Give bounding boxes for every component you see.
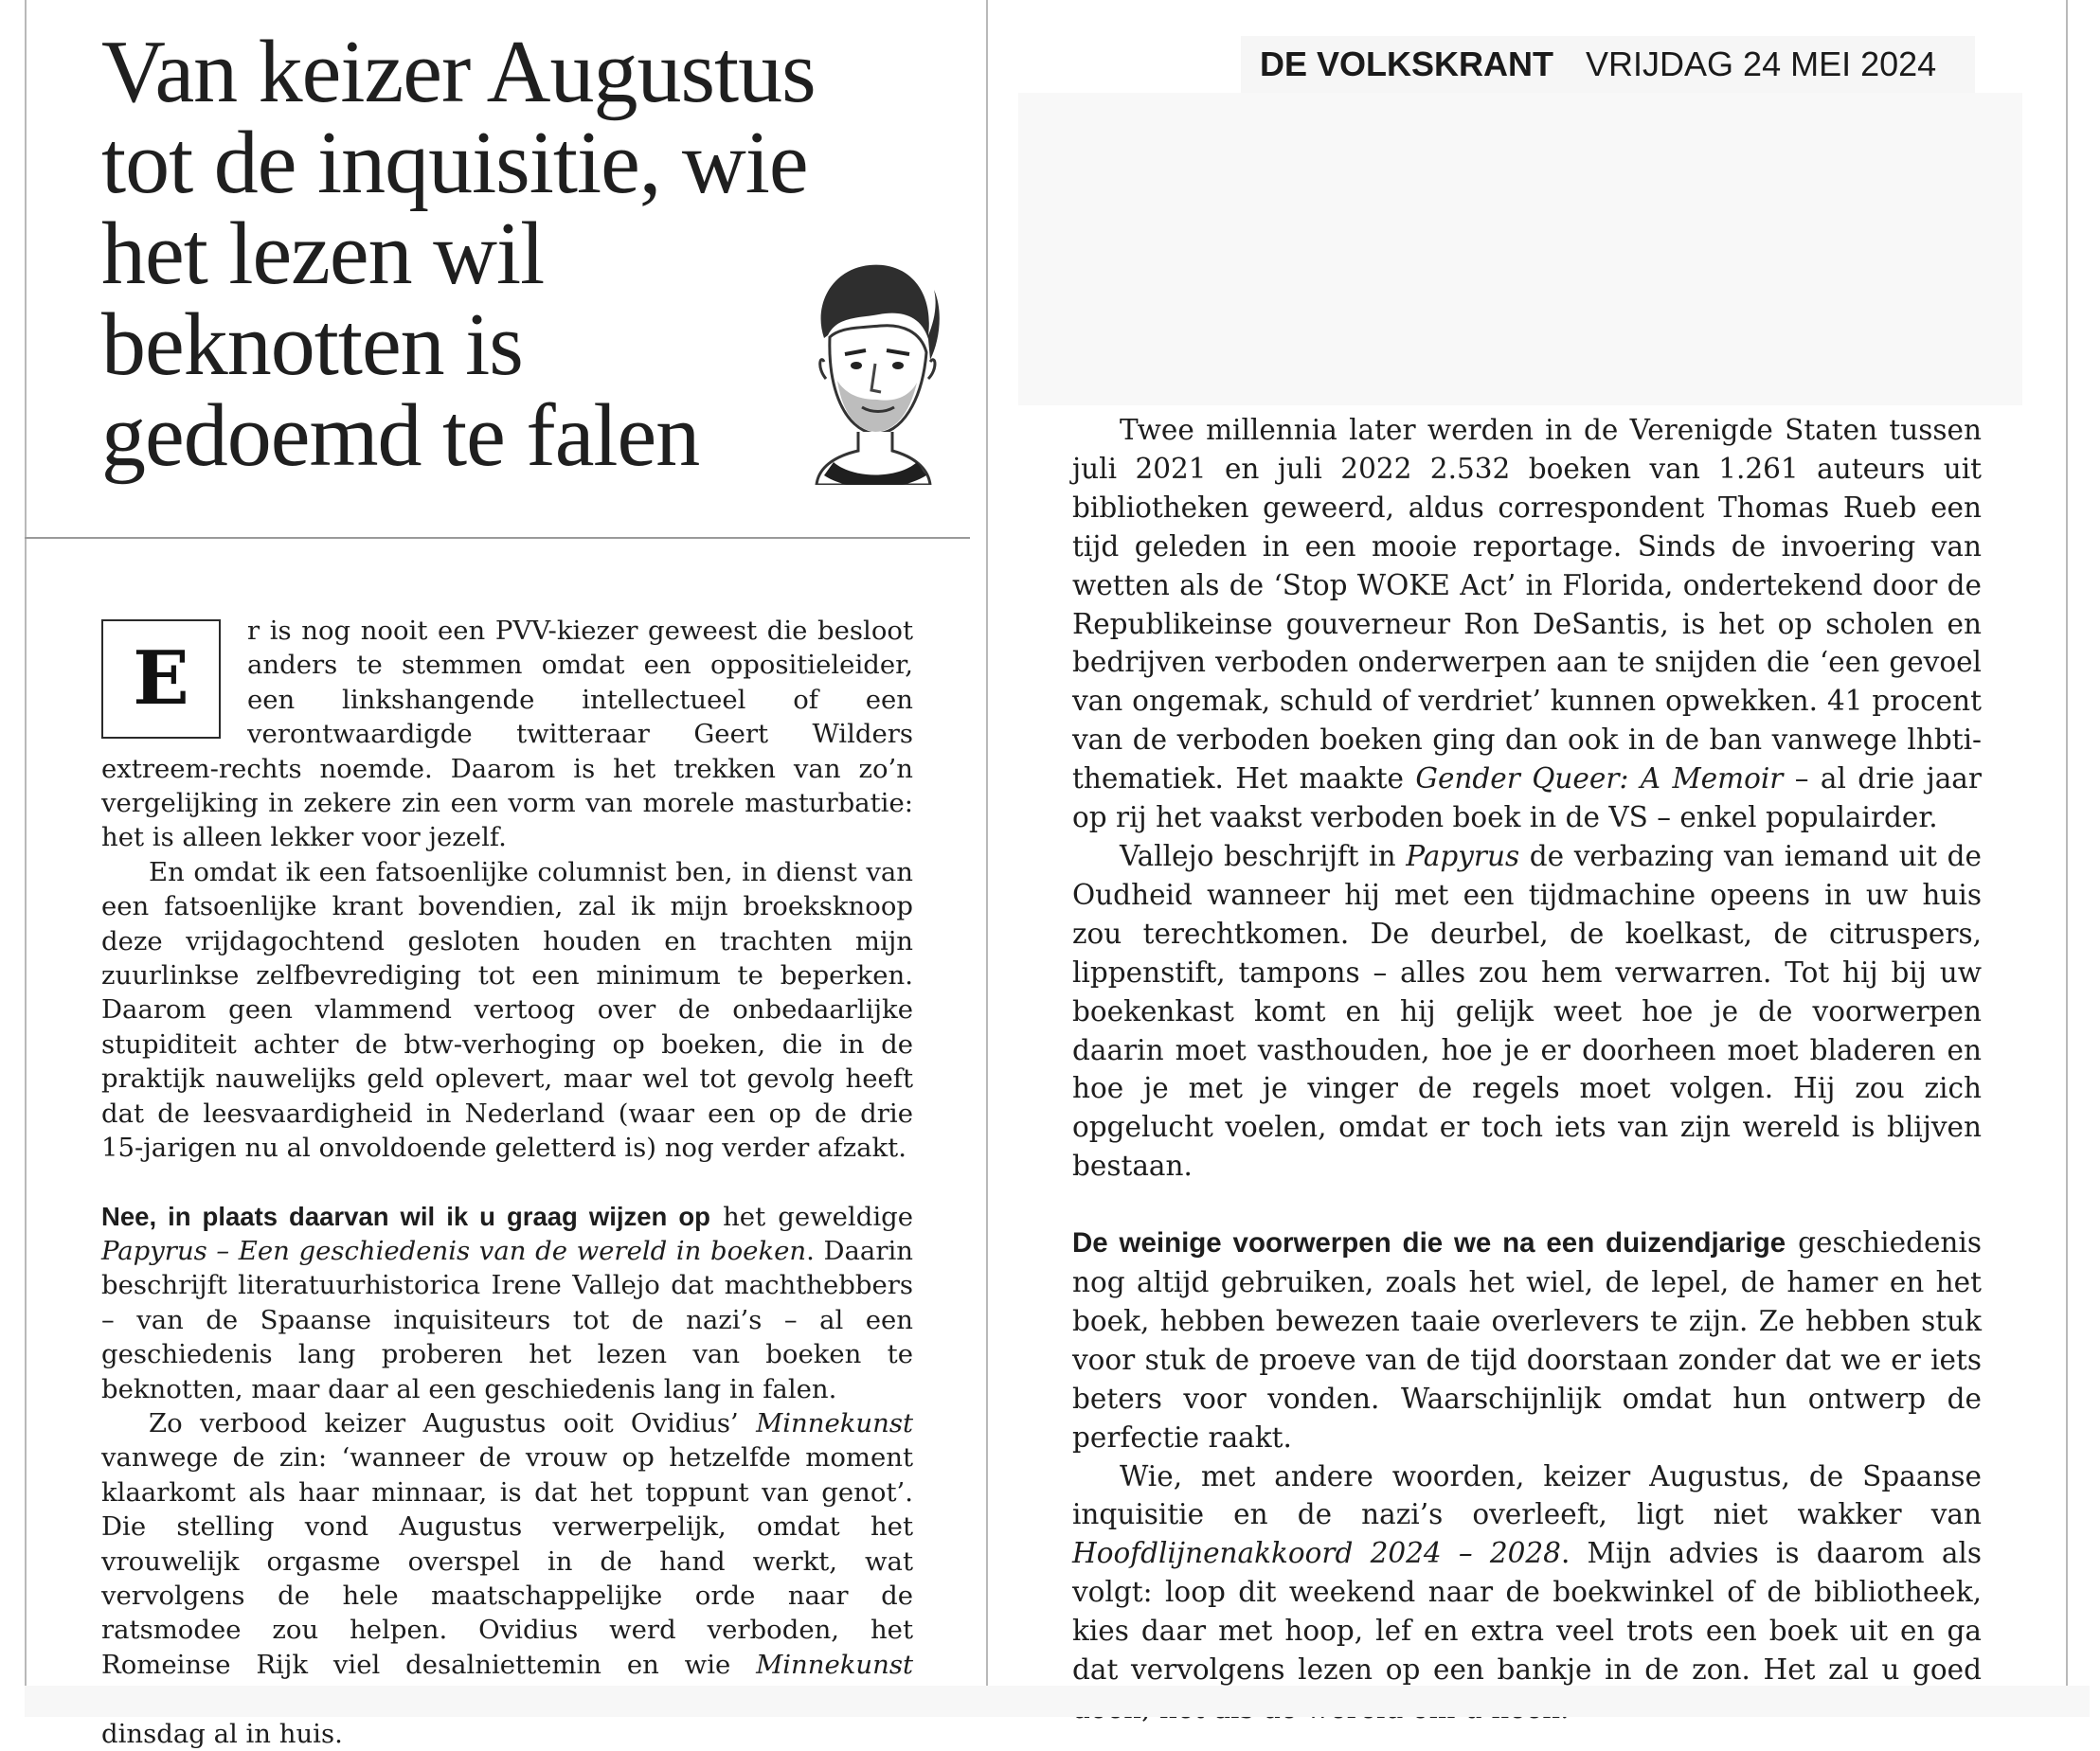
paragraph: Zo verbood keizer Augustus ooit Ovidius’ Minnekunst vanwege de zin: ‘wanneer de vrouw op hetzelfde moment klaarkomt als haar minnaar, is dat het toppunt van genot’. Die stelling vond Augustus verwerpelijk, omdat het vrouwelijk orgasme overspel in de hand werkt, wat vervolgens de hele maatschappelijke orde naar de ratsmodee zou helpen. Ovidius werd verboden, het Romeinse Rijk viel desalniettemin en wie Minnekunst dinsdag al in huis. [101,1407,913,1749]
bottom-fade [25,1686,2090,1717]
right-column [1072,411,1982,1728]
image-placeholder-area [1018,93,2022,405]
book-title: Minnekunst [756,1407,913,1438]
left-border [25,0,27,1717]
paragraph: De weinige voorwerpen die we na een duizendjarige geschiedenis nog altijd gebruiken, zoals het wiel, de lepel, de hamer en het boek, hebben bewezen taaie overlevers te zijn. Ze hebben stuk voor stuk de proeve van de tijd doorstaan zonder dat we er iets beters voor vonden. Waarschijnlijk omdat hun ontwerp de perfectie raakt. [1072,1226,1982,1454]
book-title: Gender Queer: A Memoir [1415,762,1784,795]
publication-date: VRIJDAG 24 MEI 2024 [1586,45,1937,83]
masthead [1241,36,1975,93]
book-title: Papyrus – Een geschiedenis van de wereld in boeken [101,1235,807,1266]
drop-cap: E [101,619,221,739]
book-title: Minnekunst [756,1649,913,1680]
newspaper-name: DE VOLKSKRANT [1260,45,1554,83]
column-divider [986,0,988,1717]
paragraph: Wie, met andere woorden, keizer Augustus, de Spaanse inquisitie en de nazi’s overleeft, ligt niet wakker van Hoofdlijnenakkoord 2024 – 2028. Mijn advies is daarom als volgt: loop dit weekend naar de boekwinkel of de bibliotheek, kies daar met hoop, lef en extra veel trots een boek uit en ga dat vervolgens lezen op een bankje in de zon. Het zal u goed [1072,1459,1982,1687]
left-column [101,614,913,1751]
lead-in: De weinige voorwerpen die we na een duizendjarige [1072,1227,1786,1260]
book-title: Papyrus [1406,839,1520,872]
headline: Van keizer Augustus tot de inquisitie, wie het lezen wil beknotten is gedoemd te falen [101,23,816,485]
document-title: Hoofdlijnenakkoord 2024 – 2028 [1072,1537,1561,1570]
paragraph: r is nog nooit een PVV-kiezer geweest die besloot anders te stemmen omdat een oppositieleider, een linkshangende intellectueel of een verontwaardigde twitteraar Geert Wilders extreem-rechts noemde. Daarom is het trekken van zo’n vergelijking in zekere zin een vorm van morele masturbatie: het is alleen lekker voor jezelf. [101,616,913,853]
paragraph: En omdat ik een fatsoenlijke columnist ben, in dienst van een fatsoenlijke krant bovendien, zal ik mijn broeksknoop deze vrijdagochtend gesloten houden en trachten mijn zuurlinkse zelfbevrediging tot een minimum te beperken. Daarom geen vlammend vertoog over de onbedaarlijke stupiditeit achter de btw-verhoging op boeken, die in de praktijk nauwelijks geld oplevert, maar wel tot gevolg heeft dat de leesvaardigheid in Nederland (waar een op de drie 15-jarigen nu al onvoldoende geletterd is) nog verder afzakt. [101,856,913,1164]
paragraph: Nee, in plaats daarvan wil ik u graag wijzen op het geweldige Papyrus – Een geschiedenis van de wereld in boeken. Daarin beschrijft literatuurhistorica Irene Vallejo dat machthebbers – van de Spaanse inquisiteurs tot de nazi’s – al een geschiedenis lang proberen het lezen van boeken te beknotten, maar daar al een geschiedenis lang in falen. [101,1201,913,1404]
right-border [2066,0,2068,1717]
headline-rule [25,537,970,539]
lead-in: Nee, in plaats daarvan wil ik u graag wijzen op [101,1201,710,1231]
paragraph: Twee millennia later werden in de Verenigde Staten tussen juli 2021 en juli 2022 2.532 boeken van 1.261 auteurs uit bibliotheken geweerd, aldus correspondent Thomas Rueb een tijd geleden in een mooie reportage. Sinds de invoering van wetten als de ‘Stop WOKE Act’ in Florida, ondertekend door de Republikeinse gouverneur Ron DeSantis, is het op scholen en bedrijven verboden onderwerpen aan te snijden die ‘een gevoel van ongemak, schuld of verdriet’ kunnen opwekken. 41 procent van de verboden boeken ging dan ook in de ban vanwege lhbti-thematiek. Het maakte Gender Queer: A Memoir – al drie jaar op rij het vaakst verboden boek in de VS – enkel populairder. [1072,414,1982,834]
columnist-portrait [796,248,947,485]
paragraph: Vallejo beschrijft in Papyrus de verbazing van iemand uit de Oudheid wanneer hij met een tijdmachine opeens in uw huis zou terechtkomen. De deurbel, de koelkast, de citruspers, lippenstift, tampons – alles zou hem verwarren. Tot hij bij uw boekenkast komt en hij gelijk weet hoe je de voorwerpen daarin moet vasthouden, hoe je er doorheen moet bladeren en hoe je met je vinger de regels moet volgen. Hij zou zich opgelucht voelen, omdat er toch iets van zijn wereld is blijven bestaan. [1072,839,1982,1183]
